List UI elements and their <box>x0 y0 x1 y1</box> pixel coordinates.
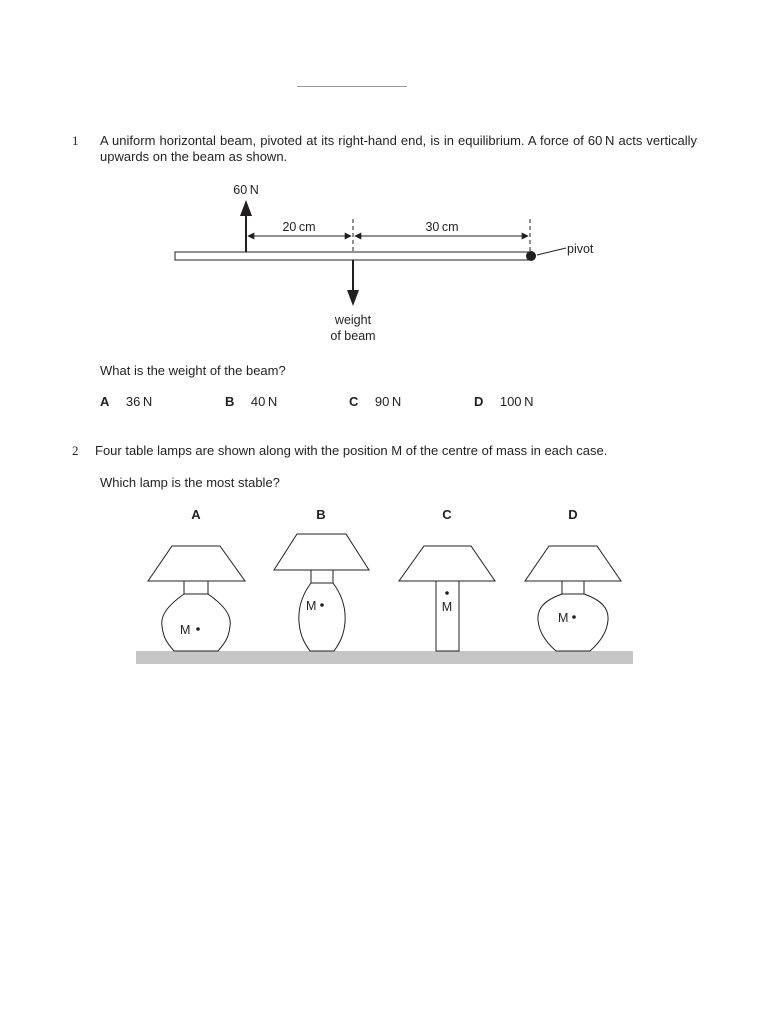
lamp-b <box>274 534 369 651</box>
lamp-c-mass-label: M <box>441 600 453 614</box>
lamp-b-neck <box>311 570 333 583</box>
option-d[interactable] <box>474 393 534 411</box>
weight-label-line1: weight <box>334 313 372 327</box>
option-b[interactable] <box>225 393 277 411</box>
beam <box>175 252 531 260</box>
lamp-a-shade <box>148 546 245 581</box>
lamp-b-mass-dot <box>320 603 324 607</box>
weight-label-line2: of beam <box>330 329 376 343</box>
option-d-letter: D <box>474 394 484 409</box>
question-1-number: 1 <box>72 133 79 148</box>
beam-diagram <box>0 0 768 420</box>
dist1-label: 20 cm <box>282 220 316 234</box>
lamp-c-shade <box>399 546 495 581</box>
lamp-a-mass-dot <box>196 627 200 631</box>
lamp-a-base <box>162 594 231 651</box>
question-1-prompt: What is the weight of the beam? <box>100 363 286 378</box>
question-2-number: 2 <box>72 443 79 458</box>
option-a-value: 36 N <box>125 394 153 409</box>
upward-force-arrow <box>240 200 252 252</box>
lamps-diagram <box>0 500 768 680</box>
option-b-letter: B <box>225 394 235 409</box>
option-c[interactable] <box>349 393 401 411</box>
lamp-a-mass-label: M <box>180 623 191 637</box>
lamp-b-label: B <box>316 507 326 522</box>
question-2-prompt: Which lamp is the most stable? <box>100 475 280 490</box>
lamp-c-mass-dot <box>445 591 449 595</box>
option-b-value: 40 N <box>250 394 278 409</box>
lamp-d-label: D <box>568 507 578 522</box>
pivot-label: pivot <box>567 242 594 256</box>
lamp-c-label: C <box>442 507 452 522</box>
lamp-d-base <box>538 594 608 651</box>
lamp-d <box>525 546 621 651</box>
lamp-a-neck <box>184 581 208 594</box>
force-label: 60 N <box>233 183 259 197</box>
option-c-letter: C <box>349 394 359 409</box>
lamp-d-shade <box>525 546 621 581</box>
lamp-a-label: A <box>191 507 201 522</box>
question-2-text: Four table lamps are shown along with the position M of the centre of mass in each case. <box>95 443 608 458</box>
dist2-label: 30 cm <box>425 220 459 234</box>
lamp-a <box>148 546 245 651</box>
pivot-point <box>526 251 536 261</box>
option-d-value: 100 N <box>499 394 534 409</box>
lamp-d-mass-dot <box>572 615 576 619</box>
lamp-b-mass-label: M <box>306 599 317 613</box>
lamp-d-neck <box>562 581 584 594</box>
question-1-text: A uniform horizontal beam, pivoted at its right-hand end, is in equilibrium. A force of 60 N acts vertically upwards on the beam as shown. <box>100 133 697 164</box>
option-a-letter: A <box>100 394 110 409</box>
lamp-c <box>399 546 495 651</box>
pivot-leader-line <box>537 248 566 255</box>
lamp-b-shade <box>274 534 369 570</box>
ground <box>136 651 633 664</box>
lamp-b-base <box>299 583 345 651</box>
lamp-d-mass-label: M <box>558 611 569 625</box>
weight-arrow <box>347 260 359 306</box>
option-c-value: 90 N <box>374 394 402 409</box>
option-a[interactable] <box>100 393 152 411</box>
